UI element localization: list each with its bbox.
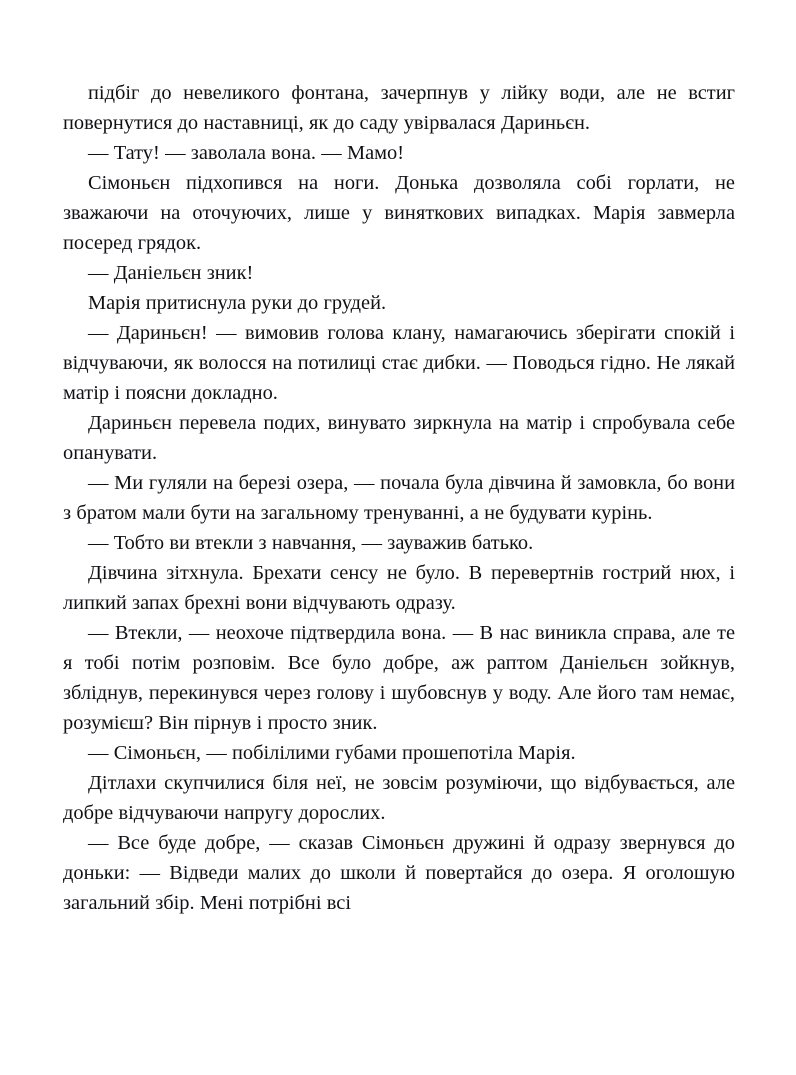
paragraph: Марія притиснула руки до грудей. xyxy=(88,292,387,314)
paragraph: — Сімоньєн, — побілілими губами прошепотіла Марія. xyxy=(88,742,576,764)
paragraph: підбіг до невеликого фонтана, зачерпнув у лійку води, але не встиг повернутися до наставниці, як до саду увірвалася Дариньєн. xyxy=(63,82,735,134)
paragraph: — Ми гуляли на березі озера, — почала була дівчина й замовкла, бо вони з братом мали бути на загальному тренуванні, а не будувати курінь. xyxy=(63,472,735,524)
page-text-block xyxy=(63,78,735,918)
paragraph: — Тобто ви втекли з навчання, — зауважив батько. xyxy=(88,532,534,554)
paragraph: — Даніельєн зник! xyxy=(88,262,254,284)
paragraph: Сімоньєн підхопився на ноги. Донька дозволяла собі горлати, не зважаючи на оточуючих, лише у виняткових випадках. Марія завмерла посеред грядок. xyxy=(63,172,735,254)
paragraph: — Все буде добре, — сказав Сімоньєн дружині й одразу звернувся до доньки: — Відведи малих до школи й повертайся до озера. Я оголошую загальний збір. Мені потрібні всі xyxy=(63,832,735,914)
paragraph: Дівчина зітхнула. Брехати сенсу не було. В перевертнів гострий нюх, і липкий запах брехні вони відчувають одразу. xyxy=(63,562,735,614)
paragraph: Дариньєн перевела подих, винувато зиркнула на матір і спробувала себе опанувати. xyxy=(63,412,735,464)
paragraph: Дітлахи скупчилися біля неї, не зовсім розуміючи, що відбувається, але добре відчуваючи напругу дорослих. xyxy=(63,772,735,824)
paragraph: — Втекли, — неохоче підтвердила вона. — В нас виникла справа, але те я тобі потім розповім. Все було добре, аж раптом Даніельєн зойкнув, зблiднув, перекинувся через голову і шубовснув у воду. Але його там немає, розумієш? Він пірнув і просто зник. xyxy=(63,622,735,734)
paragraph: — Тату! — заволала вона. — Мамо! xyxy=(88,142,405,164)
paragraph: — Дариньєн! — вимовив голова клану, намагаючись зберігати спокій і відчуваючи, як волосся на потилиці стає дибки. — Поводься гідно. Не лякай матір і поясни докладно. xyxy=(63,322,735,404)
